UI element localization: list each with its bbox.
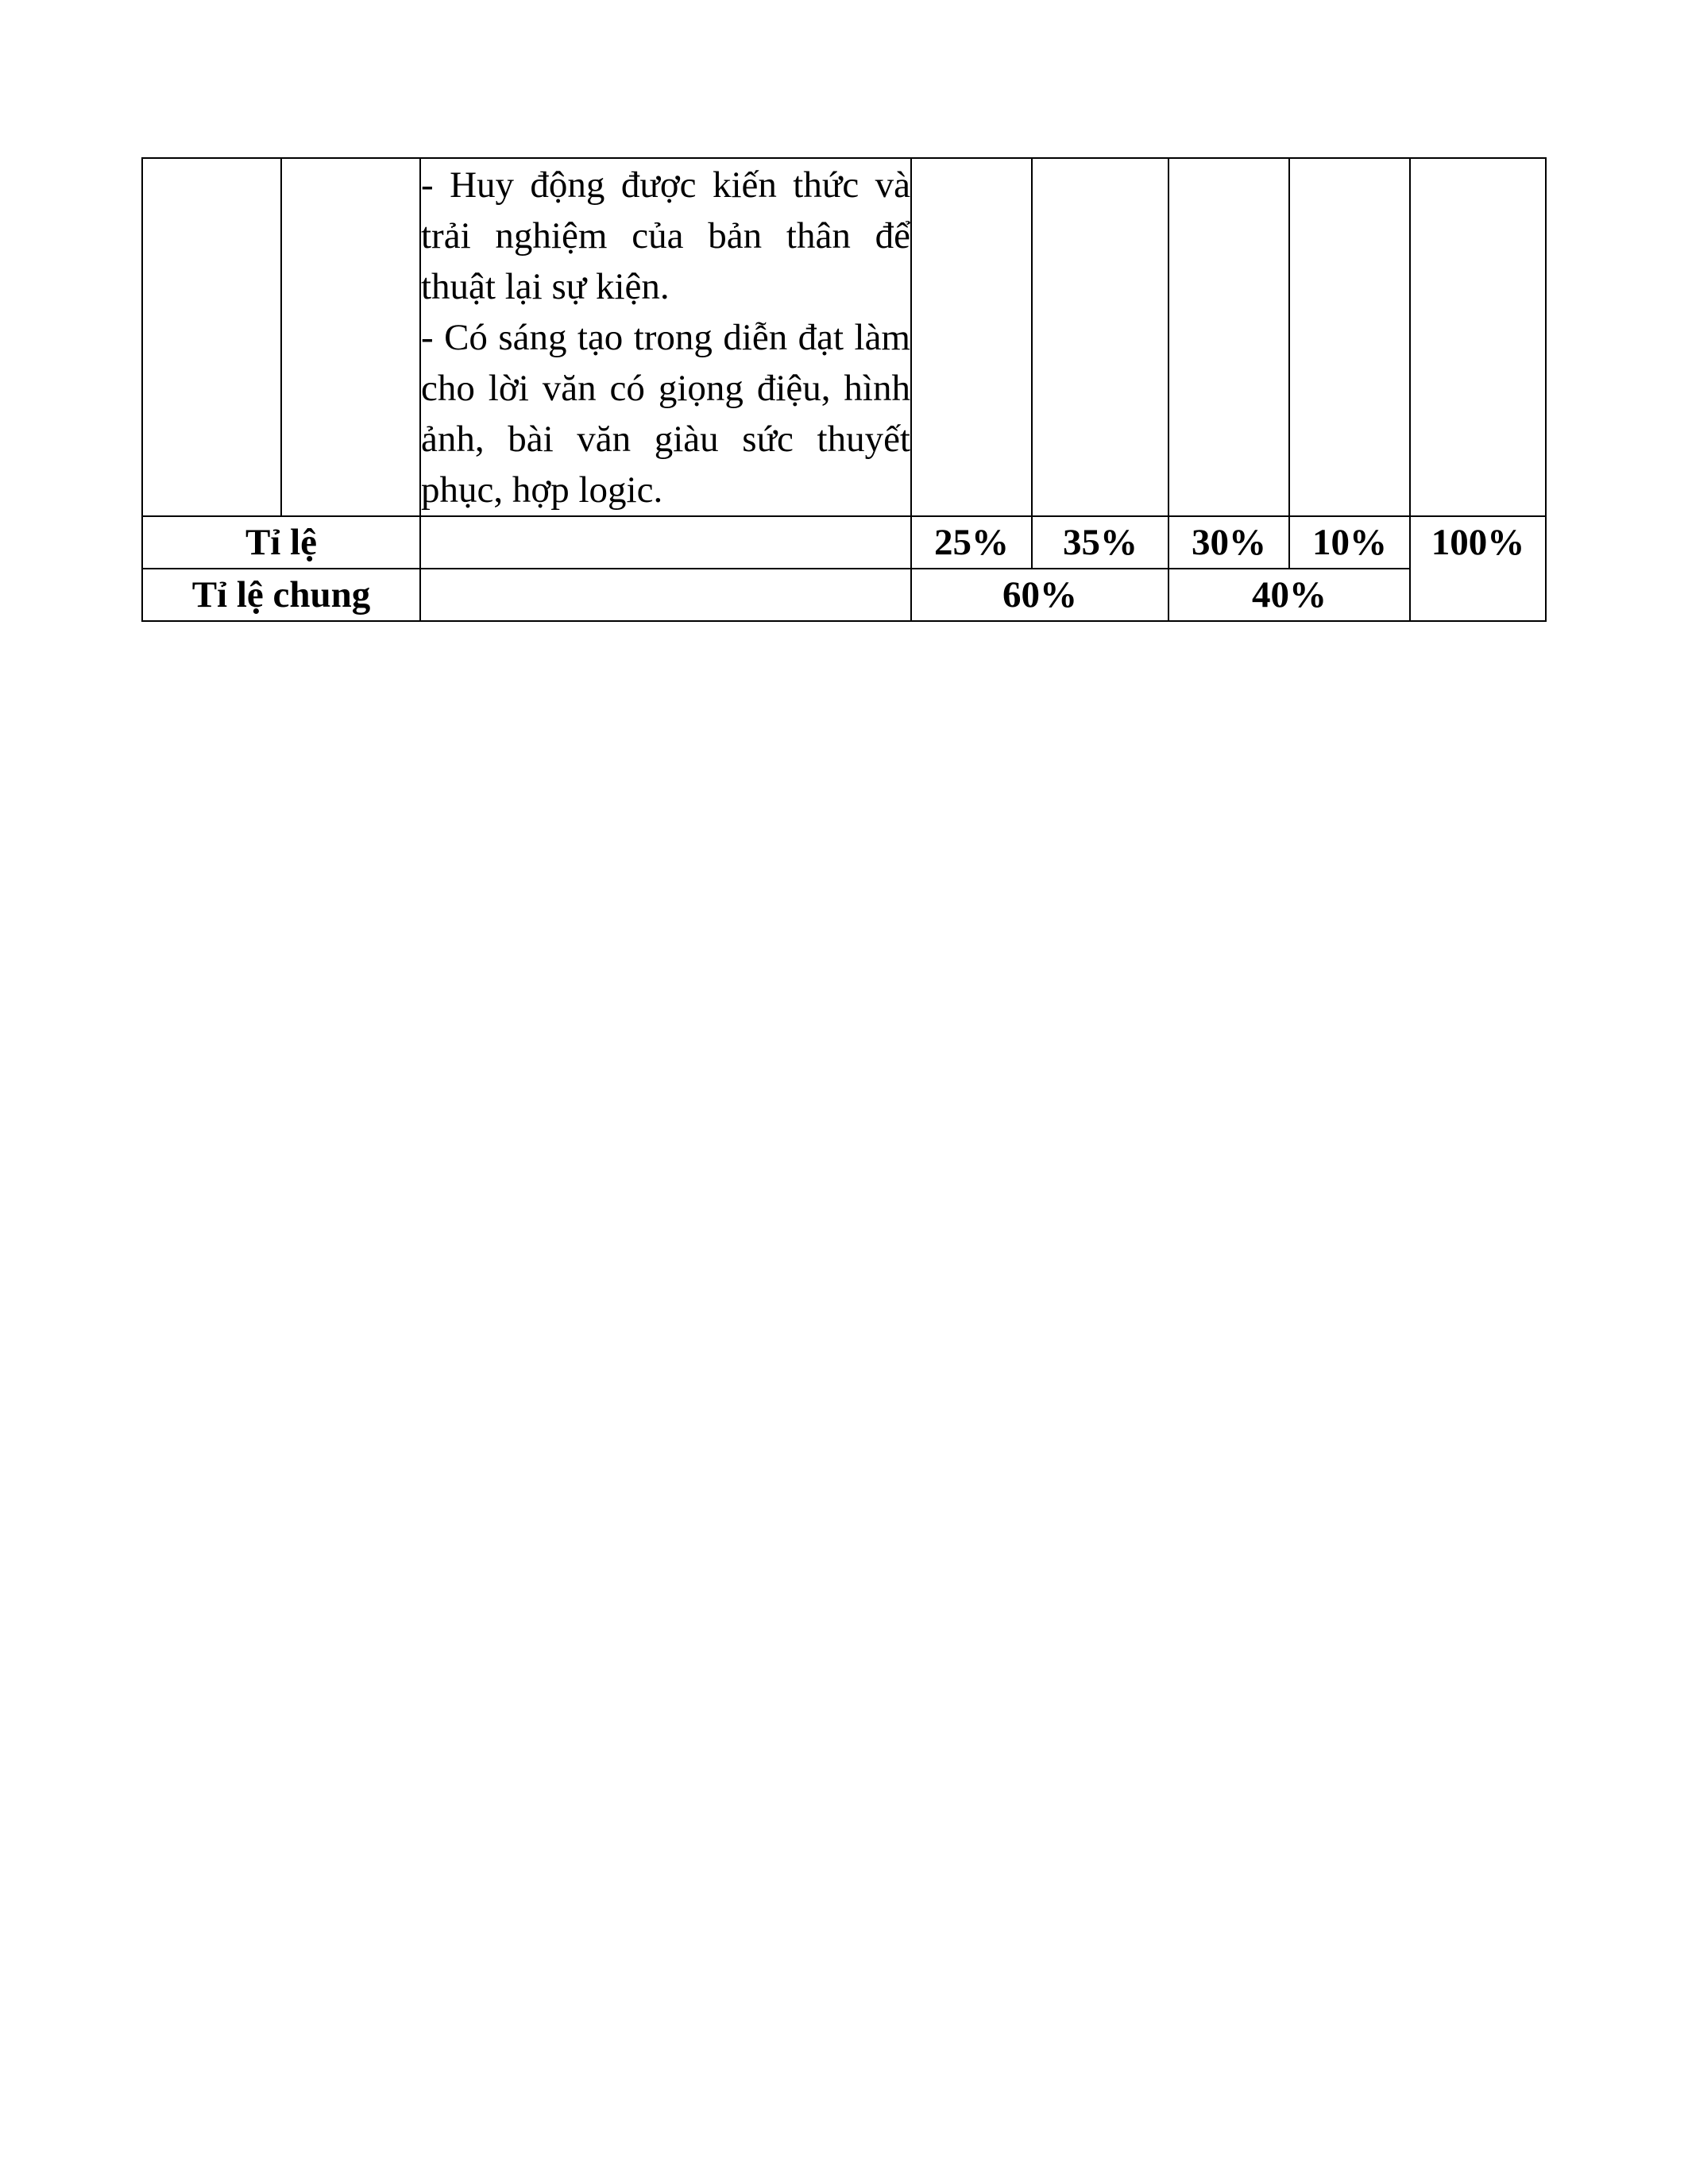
criteria-cell [420, 158, 911, 516]
overall-value: 60% [911, 569, 1168, 621]
criteria-paragraph: - Huy động được kiến thức và trải nghiệm của bản thân để thuật lại sự kiện. [421, 164, 910, 307]
table-row-ratio [142, 516, 1546, 569]
overall-label: Tỉ lệ chung [142, 569, 420, 621]
ratio-value: 25% [911, 516, 1032, 569]
table-row-criteria [142, 158, 1546, 516]
ratio-value: 35% [1032, 516, 1168, 569]
criteria-paragraph: - Có sáng tạo trong diễn đạt làm cho lời văn có giọng điệu, hình ảnh, bài văn giàu sức thuyết phục, hợp logic. [421, 316, 910, 511]
ratio-label: Tỉ lệ [142, 516, 420, 569]
empty-cell [911, 158, 1032, 516]
assessment-matrix-table [141, 157, 1547, 622]
empty-cell [1289, 158, 1410, 516]
ratio-value: 10% [1289, 516, 1410, 569]
empty-cell [420, 516, 911, 569]
empty-cell [281, 158, 420, 516]
table-row-overall [142, 569, 1546, 621]
ratio-total: 100% [1410, 516, 1546, 621]
overall-value: 40% [1168, 569, 1410, 621]
empty-cell [142, 158, 281, 516]
empty-cell [1032, 158, 1168, 516]
ratio-value: 30% [1168, 516, 1289, 569]
empty-cell [1168, 158, 1289, 516]
empty-cell [420, 569, 911, 621]
empty-cell [1410, 158, 1546, 516]
